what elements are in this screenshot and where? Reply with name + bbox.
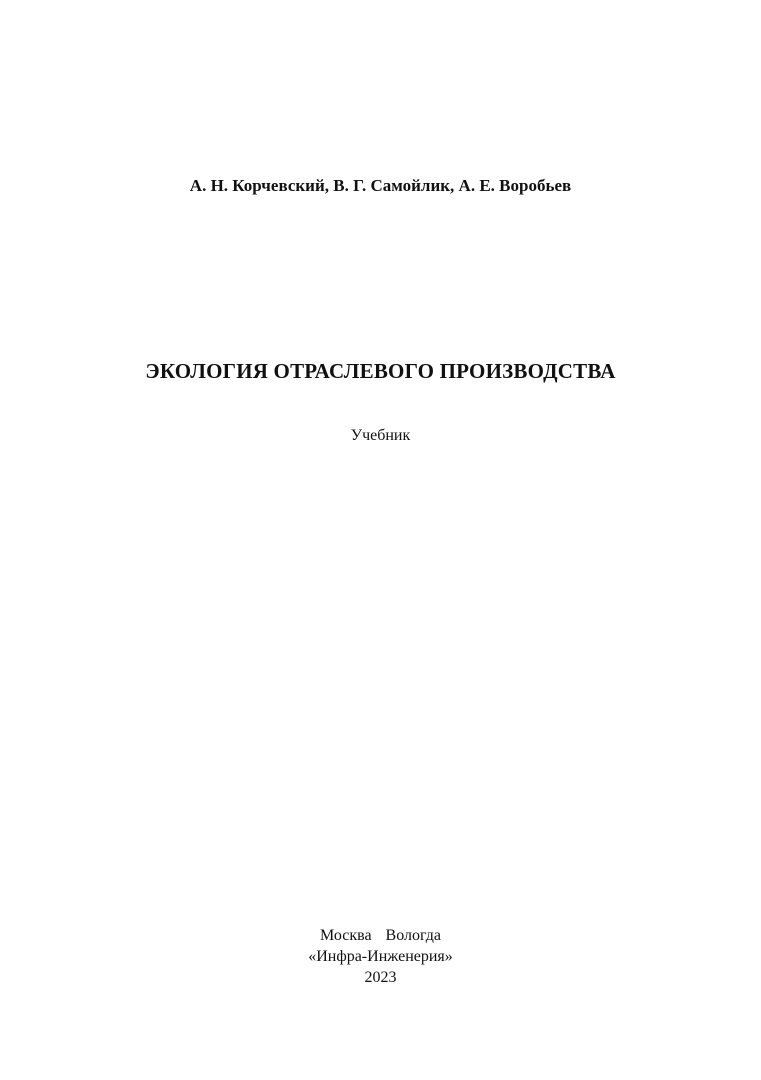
publisher-name: «Инфра-Инженерия» bbox=[308, 948, 453, 965]
book-title: ЭКОЛОГИЯ ОТРАСЛЕВОГО ПРОИЗВОДСТВА bbox=[145, 359, 616, 383]
book-type: Учебник bbox=[350, 427, 411, 444]
publication-year: 2023 bbox=[364, 969, 397, 986]
city-moscow: Москва bbox=[320, 927, 372, 944]
city-vologda: Вологда bbox=[385, 927, 441, 944]
publication-cities bbox=[0, 925, 761, 946]
book-authors: А. Н. Корчевский, В. Г. Самойлик, А. Е. Воробьев bbox=[189, 176, 572, 195]
imprint bbox=[0, 925, 761, 988]
